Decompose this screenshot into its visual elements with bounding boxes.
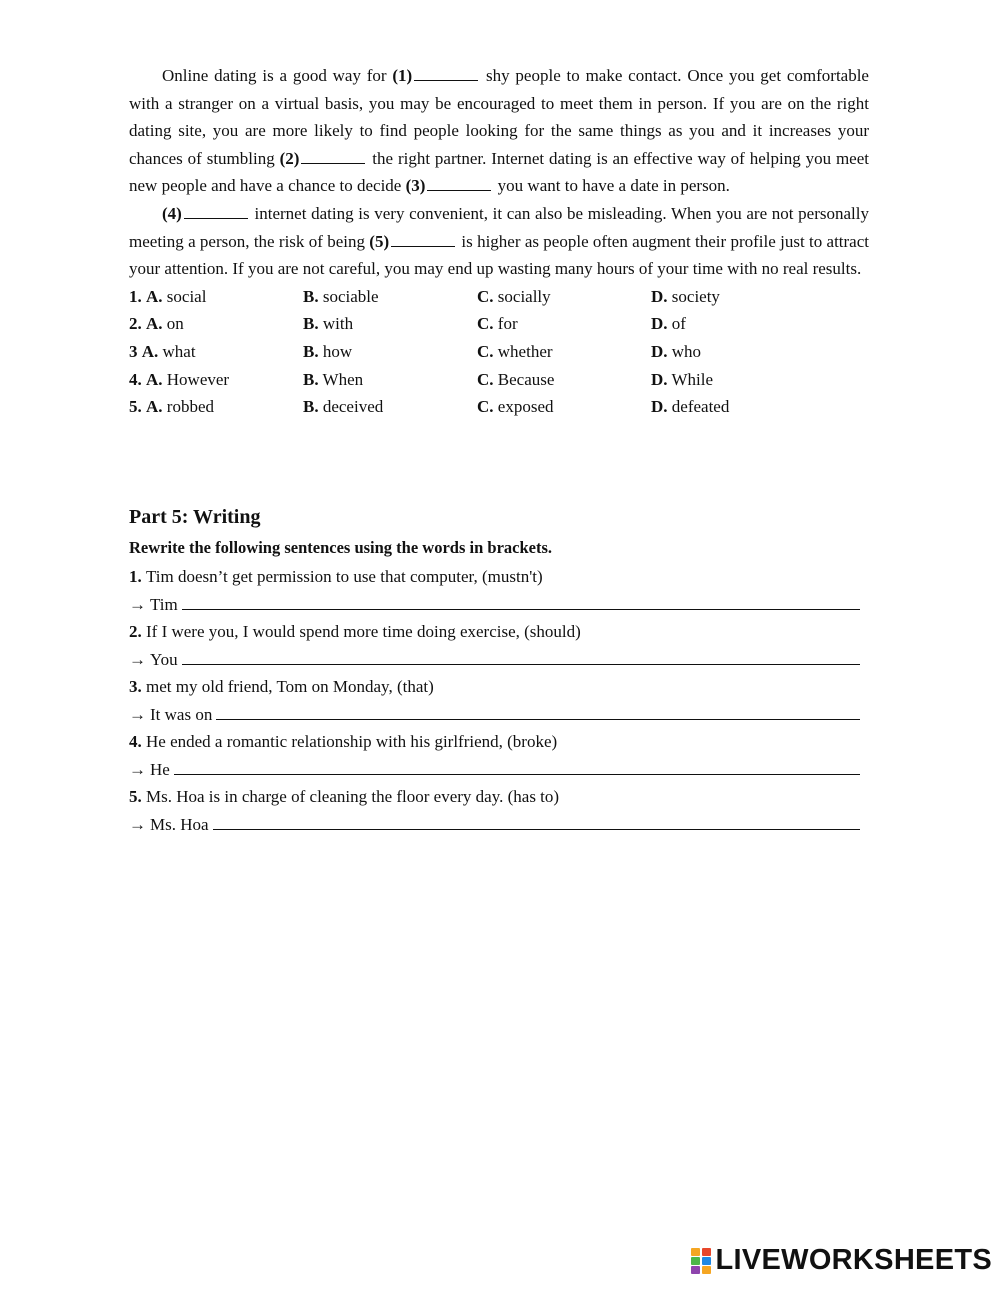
part5-instruction: Rewrite the following sentences using the words in brackets. <box>129 538 553 557</box>
writing-prompt-5: 5. Ms. Hoa is in charge of cleaning the floor every day. (has to) <box>129 787 560 806</box>
option-3d[interactable]: D. who <box>651 341 702 361</box>
writing-prompt-4: 4. He ended a romantic relationship with his girlfriend, (broke) <box>129 732 558 751</box>
option-5c[interactable]: C. exposed <box>477 397 554 417</box>
answer-input-1[interactable] <box>182 591 860 610</box>
writing-answer-2: → You <box>129 646 864 674</box>
blank-5[interactable] <box>391 232 455 247</box>
option-2a[interactable]: 2. A. on <box>129 314 184 334</box>
blank-2[interactable] <box>301 149 365 164</box>
option-5a[interactable]: 5. A. robbed <box>129 397 214 417</box>
text: the right partner. Internet dating is an effective way of helping you meet new people and have a chance to decide <box>129 148 869 196</box>
option-4c[interactable]: C. Because <box>477 369 555 389</box>
text: shy people to make contact. Once you get comfortable with a stranger on a virtual basis, you may be encouraged to meet them in person. If you are on the right dating site, you are more likely to find people looking for the same things as you and it increases your chances of stumbling <box>129 66 869 168</box>
option-1a[interactable]: 1. A. social <box>129 286 207 306</box>
text: internet dating is very convenient, it can also be misleading. When you are not personally meeting a person, the risk of being <box>129 203 869 251</box>
writing-answer-5: → Ms. Hoa <box>129 811 864 839</box>
option-5d[interactable]: D. defeated <box>651 397 730 417</box>
blank-number-1: (1) <box>392 66 413 85</box>
blank-3[interactable] <box>427 176 491 191</box>
option-2c[interactable]: C. for <box>477 314 518 334</box>
text: you want to have a date in person. <box>493 176 730 196</box>
option-1c[interactable]: C. socially <box>477 286 551 306</box>
option-2d[interactable]: D. of <box>651 314 686 334</box>
option-1b[interactable]: B. sociable <box>303 286 379 306</box>
option-5b[interactable]: B. deceived <box>303 397 384 417</box>
answer-input-2[interactable] <box>182 646 860 665</box>
option-row-1 <box>129 283 869 311</box>
reading-paragraph-2 <box>129 200 869 283</box>
option-4d[interactable]: D. While <box>651 369 714 389</box>
answer-input-5[interactable] <box>213 811 860 830</box>
option-2b[interactable]: B. with <box>303 314 354 334</box>
reading-paragraph-1 <box>129 62 869 200</box>
writing-prompt-2: 2. If I were you, I would spend more time doing exercise, (should) <box>129 622 581 641</box>
writing-answer-4: → He <box>129 756 864 784</box>
liveworksheets-mark-icon <box>691 1248 713 1274</box>
option-3c[interactable]: C. whether <box>477 341 553 361</box>
option-row-2 <box>129 310 869 338</box>
part5-title: Part 5: Writing <box>129 506 261 528</box>
blank-number-2: (2) <box>279 148 300 168</box>
writing-prompt-3: 3. met my old friend, Tom on Monday, (that) <box>129 677 434 696</box>
blank-4[interactable] <box>184 204 248 219</box>
blank-number-3: (3) <box>405 176 426 196</box>
logo-text: LIVEWORKSHEETS <box>715 1244 992 1276</box>
writing-answer-1: → Tim <box>129 591 864 619</box>
answer-input-3[interactable] <box>216 701 860 720</box>
answer-options <box>129 283 869 421</box>
option-row-4 <box>129 366 869 394</box>
blank-number-5: (5) <box>369 231 390 251</box>
blank-1[interactable] <box>414 66 478 81</box>
option-row-5 <box>129 393 869 421</box>
liveworksheets-logo <box>691 1244 993 1277</box>
option-4a[interactable]: 4. A. However <box>129 369 230 389</box>
option-3a[interactable]: 3 A. what <box>129 341 196 361</box>
option-row-3 <box>129 338 869 366</box>
text: is higher as people often augment their profile just to attract your attention. If you are not careful, you may end up wasting many hours of your time with no real results. <box>129 231 869 279</box>
writing-prompt-1: 1. Tim doesn’t get permission to use that computer, (mustn't) <box>129 567 543 586</box>
text: Online dating is a good way for <box>162 66 393 85</box>
answer-input-4[interactable] <box>174 756 860 775</box>
option-3b[interactable]: B. how <box>303 341 353 361</box>
writing-answer-3: → It was on <box>129 701 864 729</box>
blank-number-4: (4) <box>162 203 182 223</box>
option-1d[interactable]: D. society <box>651 286 720 306</box>
reading-section <box>129 62 869 421</box>
writing-section <box>129 563 864 838</box>
option-4b[interactable]: B. When <box>303 369 364 389</box>
